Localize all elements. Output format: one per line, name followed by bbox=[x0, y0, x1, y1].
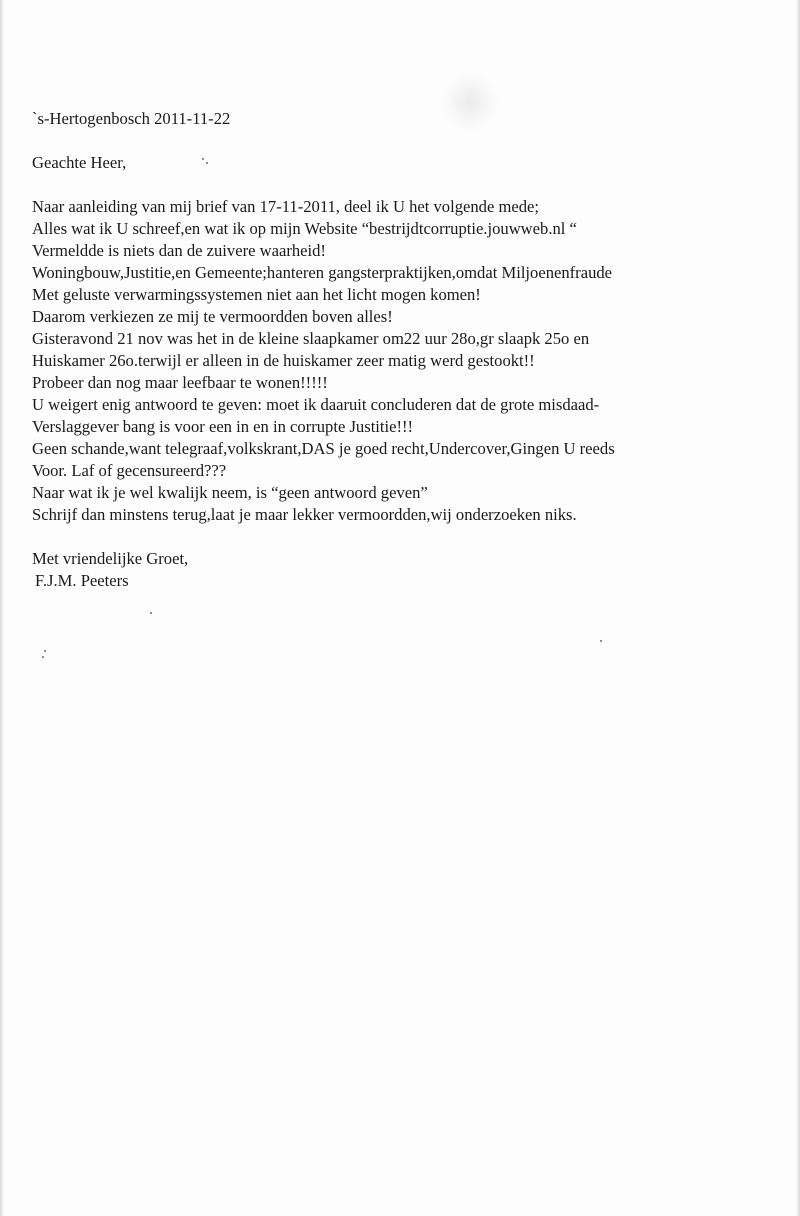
spacer bbox=[32, 174, 772, 196]
body-line: Geen schande,want telegraaf,volkskrant,DAS je goed recht,Undercover,Gingen U reeds bbox=[32, 439, 615, 458]
body-line: Naar aanleiding van mij brief van 17-11-2011, deel ik U het volgende mede; bbox=[32, 197, 540, 216]
body-line: Schrijf dan minstens terug,laat je maar lekker vermoordden,wij onderzoeken niks. bbox=[32, 505, 577, 524]
scan-edge-left bbox=[0, 0, 4, 1216]
body-line: Verslaggever bang is voor een in en in corrupte Justitie!!! bbox=[32, 417, 414, 436]
body-line: Alles wat ik U schreef,en wat ik op mijn Website “bestrijdtcorruptie.jouwweb.nl “ bbox=[32, 219, 577, 238]
scan-speck bbox=[44, 650, 46, 652]
signature-name: F.J.M. Peeters bbox=[35, 571, 129, 590]
body-line: U weigert enig antwoord te geven: moet ik daaruit concluderen dat de grote misdaad- bbox=[32, 395, 600, 414]
body-line: Daarom verkiezen ze mij te vermoordden boven alles! bbox=[32, 307, 393, 326]
letter-text bbox=[32, 108, 772, 592]
closing: Met vriendelijke Groet, bbox=[32, 549, 189, 568]
spacer bbox=[32, 130, 772, 152]
body-line: Vermeldde is niets dan de zuivere waarheid! bbox=[32, 241, 326, 260]
body-line: Voor. Laf of gecensureerd??? bbox=[32, 461, 227, 480]
scan-speck bbox=[600, 640, 602, 642]
body-line: Probeer dan nog maar leefbaar te wonen!!!!! bbox=[32, 373, 328, 392]
body-line: Woningbouw,Justitie,en Gemeente;hanteren gangsterpraktijken,omdat Miljoenenfraude bbox=[32, 263, 613, 282]
salutation: Geachte Heer, bbox=[32, 153, 127, 172]
scan-edge-right bbox=[796, 0, 800, 1216]
scan-speck bbox=[42, 656, 44, 658]
body-line: Met geluste verwarmingssystemen niet aan het licht mogen komen! bbox=[32, 285, 481, 304]
spacer bbox=[32, 526, 772, 548]
body-line: Gisteravond 21 nov was het in de kleine slaapkamer om22 uur 28o,gr slaapk 25o en bbox=[32, 329, 590, 348]
body-line: Naar wat ik je wel kwalijk neem, is “geen antwoord geven” bbox=[32, 483, 428, 502]
place-date: `s-Hertogenbosch 2011-11-22 bbox=[32, 109, 231, 128]
scan-speck bbox=[150, 612, 152, 614]
body-line: Huiskamer 26o.terwijl er alleen in de huiskamer zeer matig werd gestookt!! bbox=[32, 351, 535, 370]
